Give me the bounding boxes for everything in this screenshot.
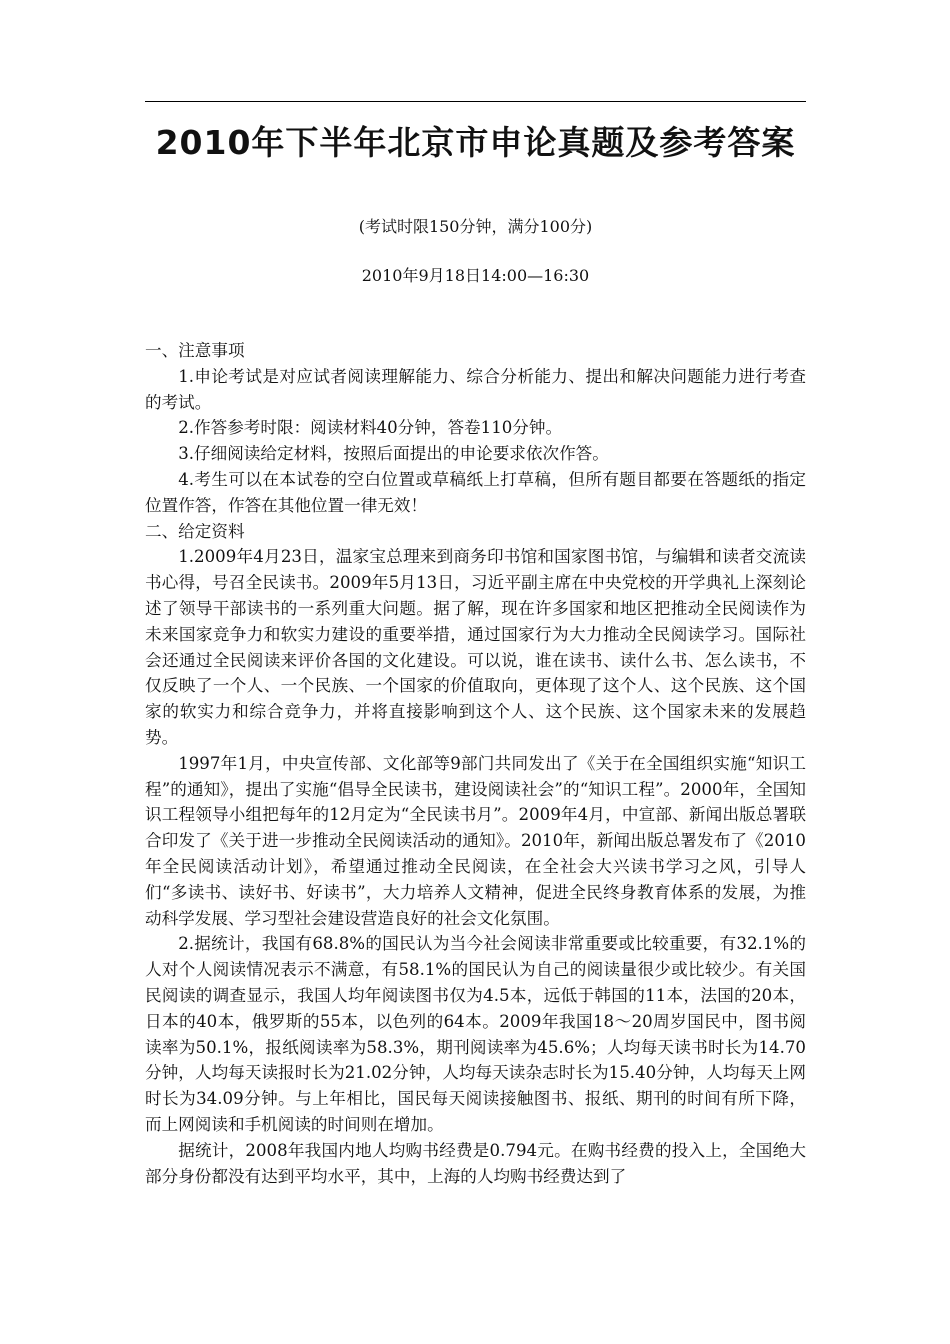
- document-body: [145, 338, 806, 1189]
- document-title: 2010年下半年北京市申论真题及参考答案: [155, 123, 796, 162]
- notes-item-2: 2.作答参考时限：阅读材料40分钟，答卷110分钟。: [178, 418, 563, 438]
- exam-date: 2010年9月18日14:00—16:30: [361, 266, 590, 285]
- notes-item-3: 3.仔细阅读给定材料，按照后面提出的申论要求依次作答。: [178, 444, 609, 464]
- notes-item-1: 1.申论考试是对应试者阅读理解能力、综合分析能力、提出和解决问题能力进行考查的考试。: [145, 366, 806, 412]
- material-paragraph-1: 1.2009年4月23日，温家宝总理来到商务印书馆和国家图书馆，与编辑和读者交流读书心得，号召全民读书。2009年5月13日，习近平副主席在中央党校的开学典礼上深刻论述了领导干部读书的一系列重大问题。据了解，现在许多国家和地区把推动全民阅读作为未来国家竞争力和软实力建设的重要举措，通过国家行为大力推动全民阅读学习。国际社会还通过全民阅读来评价各国的文化建设。可以说，谁在读书、读什么书、怎么读书，不仅反映了一个人、一个民族、一个国家的价值取向，更体现了这个人、这个民族、这个国家的软实力和综合竞争力，并将直接影响到这个人、这个民族、这个国家未来的发展趋势。: [145, 547, 806, 747]
- section-heading-notes: 一、注意事项: [145, 341, 245, 360]
- material-paragraph-3: 2.据统计，我国有68.8%的国民认为当今社会阅读非常重要或比较重要，有32.1%的人对个人阅读情况表示不满意，有58.1%的国民认为自己的阅读量很少或比较少。有关国民阅读的调查显示，我国人均年阅读图书仅为4.5本，远低于韩国的11本，法国的20本，日本的40本，俄罗斯的55本，以色列的64本。2009年我国18～20周岁国民中，图书阅读率为50.1%，报纸阅读率为58.3%，期刊阅读率为45.6%；人均每天读书时长为14.70分钟，人均每天读报时长为21.02分钟，人均每天读杂志时长为15.40分钟，人均每天上网时长为34.09分钟。与上年相比，国民每天阅读接触图书、报纸、期刊的时间有所下降，而上网阅读和手机阅读的时间则在增加。: [145, 934, 806, 1134]
- material-paragraph-2: 1997年1月，中央宣传部、文化部等9部门共同发出了《关于在全国组织实施“知识工程”的通知》，提出了实施“倡导全民读书，建设阅读社会”的“知识工程”。2000年，全国知识工程领导小组把每年的12月定为“全民读书月”。2009年4月，中宣部、新闻出版总署联合印发了《关于进一步推动全民阅读活动的通知》。2010年，新闻出版总署发布了《2010年全民阅读活动计划》，希望通过推动全民阅读，在全社会大兴读书学习之风，引导人们“多读书、读好书、好读书”，大力培养人文精神，促进全民终身教育体系的发展，为推动科学发展、学习型社会建设营造良好的社会文化氛围。: [145, 753, 806, 928]
- top-rule: [145, 101, 806, 102]
- notes-item-4: 4.考生可以在本试卷的空白位置或草稿纸上打草稿，但所有题目都要在答题纸的指定位置作答，作答在其他位置一律无效！: [145, 469, 806, 515]
- section-heading-materials: 二、给定资料: [145, 521, 245, 541]
- exam-time-limit: (考试时限150分钟，满分100分): [358, 217, 593, 236]
- material-paragraph-4: 据统计，2008年我国内地人均购书经费是0.794元。在购书经费的投入上，全国绝大部分身份都没有达到平均水平，其中，上海的人均购书经费达到了: [145, 1140, 806, 1186]
